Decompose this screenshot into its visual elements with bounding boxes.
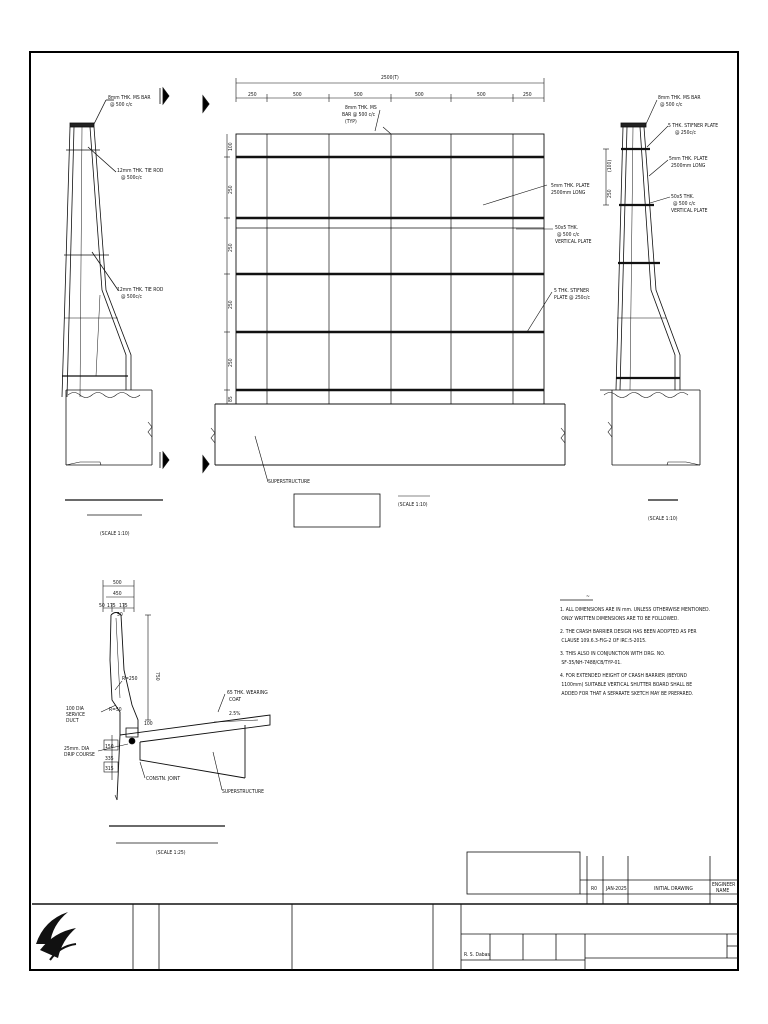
left-label-tierod-2: 12mm THK. TIE ROD @ 500c/c bbox=[117, 287, 164, 300]
front-side-dim-4: 250 bbox=[228, 300, 234, 309]
section-label-superstructure: SUPERSTRUCTURE bbox=[222, 789, 264, 795]
front-dim-2: 500 bbox=[293, 92, 302, 98]
front-side-dim-6: 85 bbox=[228, 396, 234, 402]
front-dim-4: 500 bbox=[415, 92, 424, 98]
section-dim-100: 100 bbox=[144, 721, 153, 727]
front-side-dim-5: 250 bbox=[228, 358, 234, 367]
rev-description: INITIAL DRAWING bbox=[654, 886, 693, 892]
notes-heading: ~ bbox=[586, 594, 590, 600]
front-dim-3: 500 bbox=[354, 92, 363, 98]
right-side-dim-1: (100) bbox=[607, 159, 613, 172]
front-dim-5: 500 bbox=[477, 92, 486, 98]
section-label-drip: 25mm. DIA DRIP COURSE bbox=[64, 746, 95, 758]
section-dim-750: 750 bbox=[154, 672, 160, 681]
left-side-elevation bbox=[62, 88, 169, 515]
note-3: 3. THIS ALSO IN CONJUNCTION WITH DRG. NO. SF-35/NH-7488/CB/TYP-01. bbox=[560, 651, 665, 666]
left-scale: (SCALE 1:10) bbox=[100, 531, 130, 537]
section-scale: (SCALE 1:25) bbox=[156, 850, 186, 856]
front-elevation bbox=[203, 78, 565, 527]
section-dim-50a: 50 bbox=[99, 603, 105, 609]
section-dim-150: 150 bbox=[105, 744, 114, 750]
front-overall-dim: 2500(T) bbox=[381, 75, 399, 81]
section-r250: R=250 bbox=[122, 676, 138, 682]
front-label-plate: 5mm THK. PLATE 2500mm LONG bbox=[551, 183, 590, 196]
drawn-by: R. S. Dabas bbox=[464, 952, 490, 958]
front-label-vertical: 50x5 THK. @ 500 c/c VERTICAL PLATE bbox=[555, 225, 592, 245]
section-dim-50b: 50 bbox=[117, 612, 123, 618]
left-label-tierod-1: 12mm THK. TIE ROD @ 500c/c bbox=[117, 168, 164, 181]
front-label-stiffener: 5 THK. STIFNER PLATE @ 250c/c bbox=[554, 288, 591, 301]
front-label-bar: 8mm THK. MS BAR @ 500 c/c (TYP) bbox=[342, 105, 377, 125]
sheet-border bbox=[30, 52, 738, 970]
front-dim-1: 250 bbox=[248, 92, 257, 98]
section-dim-315: 315 bbox=[105, 766, 114, 772]
section-dim-175b: 175 bbox=[119, 603, 128, 609]
front-side-dim-2: 250 bbox=[228, 185, 234, 194]
front-side-dim-1: 100 bbox=[228, 142, 234, 151]
note-4: 4. FOR EXTENDED HEIGHT OF CRASH BARRIER (BEYOND 1100mm) SUITABLE VERTICAL SHUTTER BOARD SHALL BE ADDED FOR THAT A SEPARATE SKETCH MAY BE PREPARED. bbox=[560, 673, 694, 697]
right-side-dim-2: 250 bbox=[607, 189, 613, 198]
rev-number: R0 bbox=[591, 886, 597, 892]
right-label-plate: 5mm THK. PLATE 2500mm LONG bbox=[669, 156, 708, 169]
note-1: 1. ALL DIMENSIONS ARE IN mm. UNLESS OTHERWISE MENTIONED. ONLY WRITTEN DIMENSIONS ARE TO BE FOLLOWED. bbox=[560, 607, 710, 622]
front-scale: (SCALE 1:10) bbox=[398, 502, 428, 508]
note-2: 2. THE CRASH BARRIER DESIGN HAS BEEN ADOPTED AS PER CLAUSE 109.6.3-FIG-2 OF IRC:5-2015. bbox=[560, 629, 697, 644]
left-label-bar: 8mm THK. MS BAR @ 500 c/c bbox=[108, 95, 151, 108]
section-dim-450: 450 bbox=[113, 591, 122, 597]
right-label-vertical: 50x5 THK. @ 500 c/c VERTICAL PLATE bbox=[671, 194, 708, 214]
section-dim-500: 500 bbox=[113, 580, 122, 586]
right-label-stiffener: 5 THK. STIFNER PLATE @ 250c/c bbox=[668, 123, 719, 136]
section-r50: R=50 bbox=[109, 707, 122, 713]
cross-section bbox=[98, 580, 270, 843]
section-dim-335: 335 bbox=[105, 756, 114, 762]
section-label-duct: 100 DIA SERVICE DUCT bbox=[66, 706, 85, 724]
front-superstructure: SUPERSTRUCTURE bbox=[268, 479, 310, 485]
section-label-wearing: 65 THK. WEARING COAT bbox=[227, 690, 268, 703]
engineer-name: ENGINEER NAME bbox=[712, 882, 736, 894]
notes-block bbox=[560, 594, 710, 697]
title-block bbox=[32, 852, 738, 970]
section-slope: 2.5% bbox=[229, 711, 241, 717]
front-side-dim-3: 250 bbox=[228, 243, 234, 252]
section-label-joint: CONSTN. JOINT bbox=[146, 776, 181, 782]
rev-date: JAN-2025 bbox=[606, 886, 627, 892]
front-dim-6: 250 bbox=[523, 92, 532, 98]
right-label-bar: 8mm THK. MS BAR @ 500 c/c bbox=[658, 95, 701, 108]
section-dim-175a: 175 bbox=[107, 603, 116, 609]
company-logo bbox=[36, 912, 76, 960]
right-scale: (SCALE 1:10) bbox=[648, 516, 678, 522]
